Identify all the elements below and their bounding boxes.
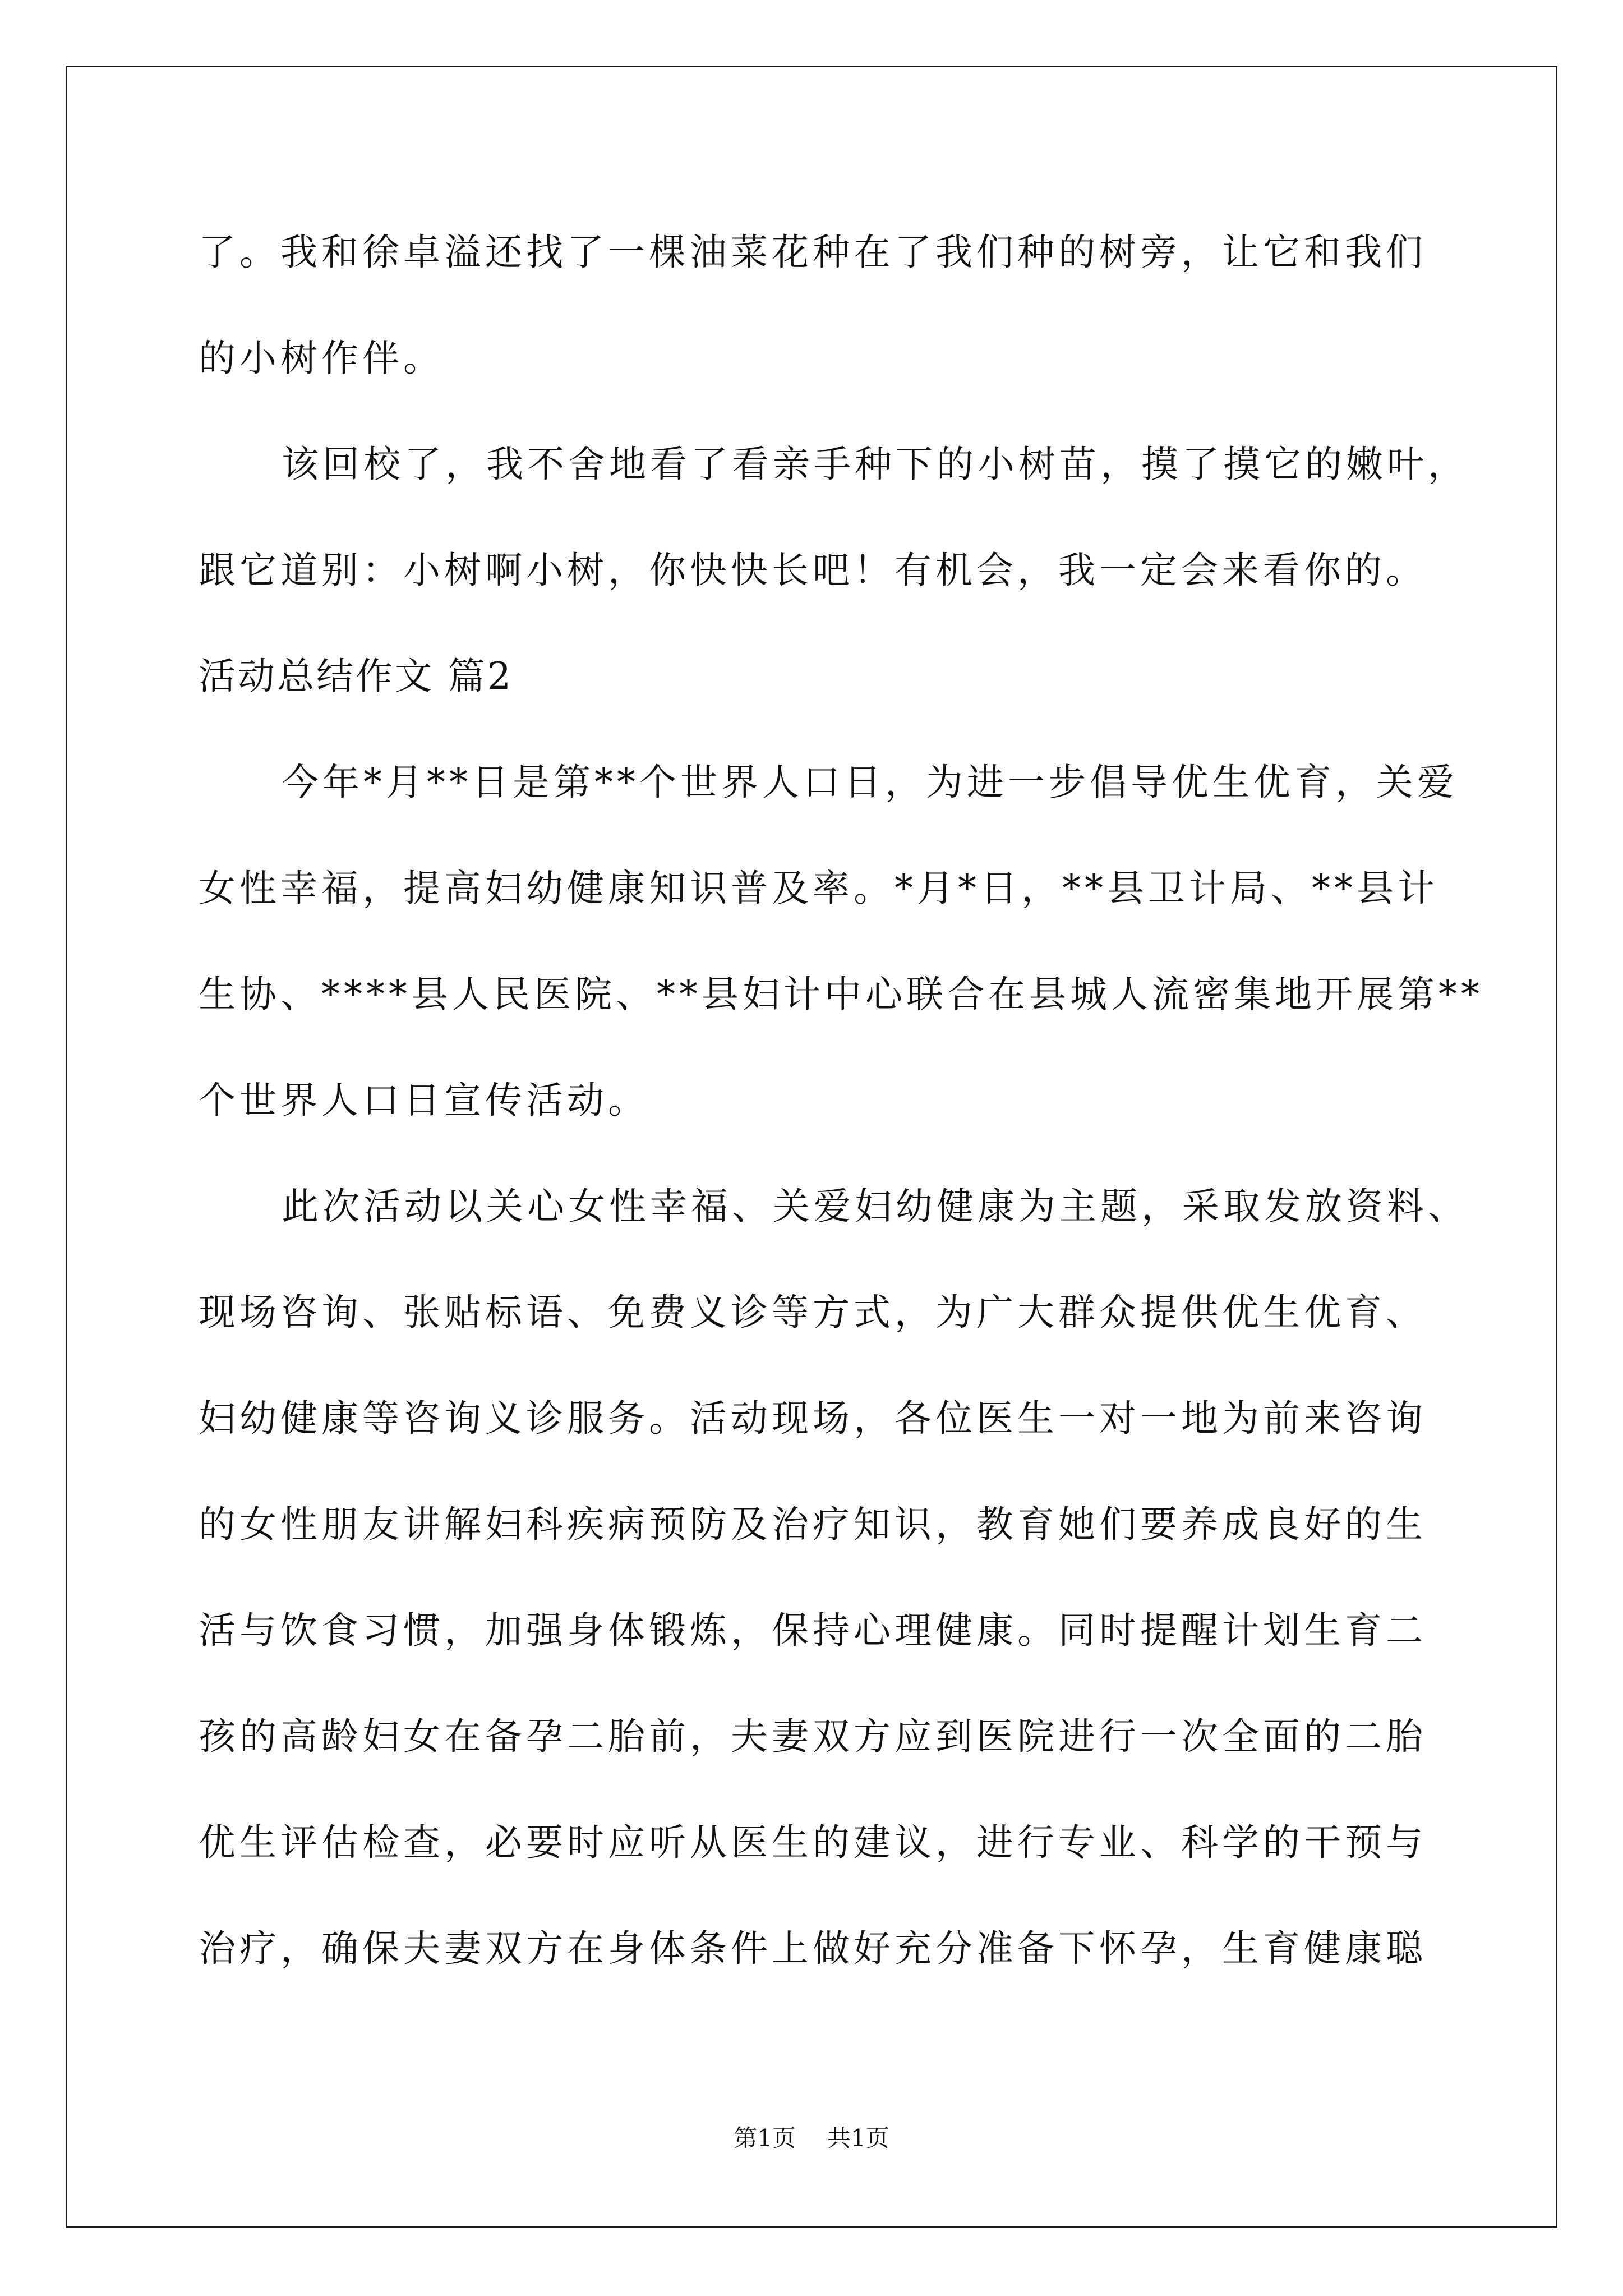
text-line: 治疗，确保夫妻双方在身体条件上做好充分准备下怀孕，生育健康聪: [199, 1927, 1427, 1970]
text-line: 孩的高龄妇女在备孕二胎前，夫妻双方应到医院进行一次全面的二胎: [199, 1715, 1427, 1758]
document-body: [199, 208, 1483, 2010]
text-line: 妇幼健康等咨询义诊服务。活动现场，各位医生一对一地为前来咨询: [199, 1397, 1427, 1440]
page-total: 共1页: [827, 2124, 889, 2152]
page-number: 第1页: [734, 2124, 796, 2152]
text-line: 的女性朋友讲解妇科疾病预防及治疗知识，教育她们要养成良好的生: [199, 1503, 1427, 1546]
text-line: 活与饮食习惯，加强身体锻炼，保持心理健康。同时提醒计划生育二: [199, 1609, 1427, 1652]
text-line: 此次活动以关心女性幸福、关爱妇幼健康为主题，采取发放资料、: [282, 1185, 1469, 1228]
text-line: 个世界人口日宣传活动。: [199, 1079, 649, 1122]
text-line: 女性幸福，提高妇幼健康知识普及率。*月*日，**县卫计局、**县计: [199, 867, 1438, 910]
text-line: 跟它道别：小树啊小树，你快快长吧！有机会，我一定会来看你的。: [199, 549, 1427, 592]
text-line: 现场咨询、张贴标语、免费义诊等方式，为广大群众提供优生优育、: [199, 1291, 1427, 1334]
text-line: 生协、****县人民医院、**县妇计中心联合在县城人流密集地开展第**: [199, 973, 1483, 1016]
text-line: 优生评估检查，必要时应听从医生的建议，进行专业、科学的干预与: [199, 1821, 1427, 1864]
page-footer: [0, 2122, 1623, 2155]
text-line: 了。我和徐卓溢还找了一棵油菜花种在了我们种的树旁，让它和我们: [199, 231, 1427, 274]
text-line: 该回校了，我不舍地看了看亲手种下的小树苗，摸了摸它的嫩叶，: [282, 443, 1469, 486]
text-line: 的小树作伴。: [199, 337, 444, 380]
text-line: 今年*月**日是第**个世界人口日，为进一步倡导优生优育，关爱: [282, 761, 1458, 804]
section-heading: 活动总结作文 篇2: [199, 655, 513, 698]
